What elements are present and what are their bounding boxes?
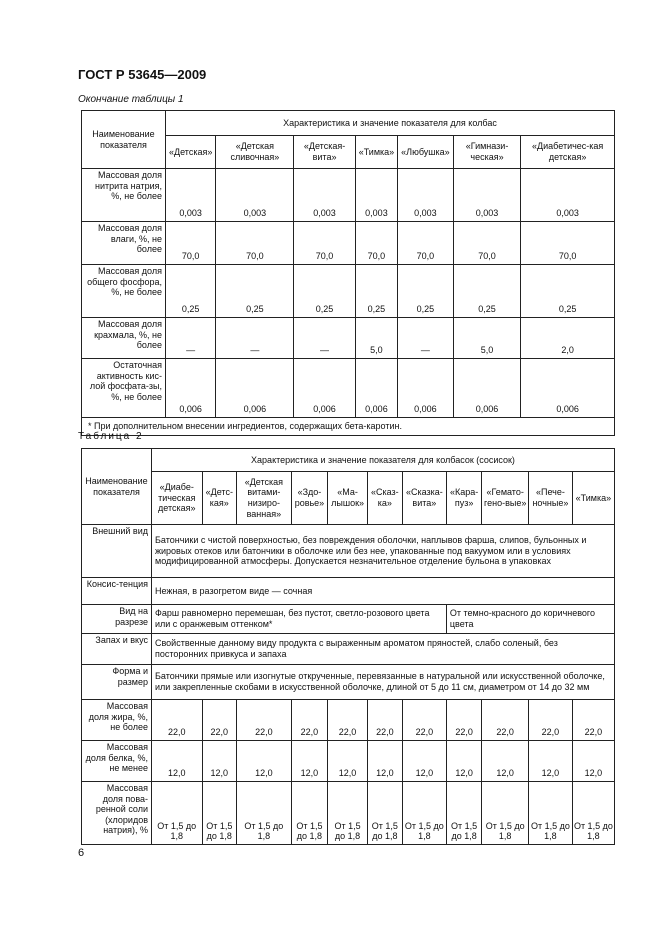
row-name: Массовая доля общего фосфора, %, не более [82, 265, 166, 318]
cell-value: От 1,5 до 1,8 [291, 782, 328, 845]
cell-value: 0,003 [355, 169, 397, 222]
column-header: «Детская сливочная» [216, 136, 294, 169]
table-row [82, 222, 615, 265]
cell-value: 12,0 [291, 741, 328, 782]
cell-value: — [294, 318, 355, 359]
cell-value: 70,0 [398, 222, 454, 265]
page-number: 6 [78, 847, 85, 859]
cell-value: 22,0 [482, 700, 529, 741]
table-row [82, 359, 615, 418]
cell-value: От 1,5 до 1,8 [152, 782, 203, 845]
table-row [82, 782, 615, 845]
cell-value: 22,0 [572, 700, 614, 741]
cell-value: 12,0 [482, 741, 529, 782]
cell-text: Свойственные данному виду продукта с выраженным ароматом пряностей, слабо соленый, без посторонних привкуса и запаха [152, 634, 615, 665]
cell-text: Фарш равномерно перемешан, без пустот, светло-розового цвета или с оранжевым оттенком* [152, 605, 447, 634]
column-header: «Кара-пуз» [446, 472, 481, 525]
cell-value: 70,0 [355, 222, 397, 265]
name-column-header: Наименование показателя [82, 111, 166, 169]
cell-value: 5,0 [453, 318, 521, 359]
cell-value: 70,0 [216, 222, 294, 265]
table-header-row [82, 472, 615, 525]
table-row [82, 265, 615, 318]
row-name: Форма и размер [82, 665, 152, 700]
cell-value: 0,003 [216, 169, 294, 222]
cell-value: 0,006 [453, 359, 521, 418]
cell-value: 0,006 [398, 359, 454, 418]
row-name: Внешний вид [82, 525, 152, 578]
cell-value: 5,0 [355, 318, 397, 359]
cell-value: От 1,5 до 1,8 [328, 782, 368, 845]
cell-value: 12,0 [446, 741, 481, 782]
row-name: Консис-тенция [82, 578, 152, 605]
cell-value: 22,0 [202, 700, 237, 741]
cell-value: 0,25 [166, 265, 216, 318]
cell-value: 12,0 [529, 741, 573, 782]
cell-value: 70,0 [166, 222, 216, 265]
cell-value: 70,0 [521, 222, 615, 265]
footnote: * При дополнительном внесении ингредиентов, содержащих бета-каротин. [82, 418, 615, 436]
column-header: «Детская-вита» [294, 136, 355, 169]
cell-value: 0,25 [398, 265, 454, 318]
cell-value: 22,0 [446, 700, 481, 741]
table-1 [81, 110, 615, 436]
cell-value: — [216, 318, 294, 359]
cell-value: 22,0 [529, 700, 573, 741]
cell-text: Нежная, в разогретом виде — сочная [152, 578, 615, 605]
cell-value: 0,25 [453, 265, 521, 318]
table-2 [81, 448, 615, 845]
column-header: «Тимка» [355, 136, 397, 169]
cell-text: Батончики прямые или изогнутые открученные, перевязанные в натуральной или искусственной оболочке, или закрепленные скобами в искусственной оболочке, длиной от 5 до 11 см, диаметром от 14 до 32 мм [152, 665, 615, 700]
table-header-row [82, 449, 615, 472]
row-name: Массовая доля влаги, %, не более [82, 222, 166, 265]
cell-value: 22,0 [237, 700, 292, 741]
column-header: «Гемато-гено-вые» [482, 472, 529, 525]
row-name: Массовая доля нитрита натрия, %, не более [82, 169, 166, 222]
cell-value: 22,0 [367, 700, 402, 741]
table-row [82, 318, 615, 359]
table-row [82, 605, 615, 634]
row-name: Массовая доля белка, %, не менее [82, 741, 152, 782]
column-header: «Пече-ночные» [529, 472, 573, 525]
cell-value: 70,0 [453, 222, 521, 265]
column-header: «Любушка» [398, 136, 454, 169]
cell-value: — [398, 318, 454, 359]
table-row [82, 634, 615, 665]
group-header: Характеристика и значение показателя для колбасок (сосисок) [152, 449, 615, 472]
cell-value: 22,0 [402, 700, 446, 741]
cell-value: От 1,5 до 1,8 [529, 782, 573, 845]
cell-value: 22,0 [291, 700, 328, 741]
cell-value: 12,0 [328, 741, 368, 782]
row-name: Массовая доля крахмала, %, не более [82, 318, 166, 359]
footnote-row [82, 418, 615, 436]
cell-value: От 1,5 до 1,8 [237, 782, 292, 845]
name-column-header: Наименование показателя [82, 449, 152, 525]
cell-value: 12,0 [402, 741, 446, 782]
cell-value: От 1,5 до 1,8 [482, 782, 529, 845]
column-header: «Детская витами-низиро-ванная» [237, 472, 292, 525]
cell-value: 0,003 [521, 169, 615, 222]
cell-value: 0,006 [216, 359, 294, 418]
table-row [82, 741, 615, 782]
cell-value: 22,0 [328, 700, 368, 741]
cell-value: 70,0 [294, 222, 355, 265]
table-row [82, 578, 615, 605]
column-header: «Диабе-тическая детская» [152, 472, 203, 525]
cell-value: 12,0 [237, 741, 292, 782]
cell-value: От 1,5 до 1,8 [367, 782, 402, 845]
table-row [82, 525, 615, 578]
cell-value: 0,006 [521, 359, 615, 418]
cell-value: 0,25 [355, 265, 397, 318]
cell-value: 0,25 [216, 265, 294, 318]
column-header: «Диабетичес-кая детская» [521, 136, 615, 169]
cell-value: 0,006 [294, 359, 355, 418]
cell-value: От 1,5 до 1,8 [446, 782, 481, 845]
column-header: «Здо-ровье» [291, 472, 328, 525]
cell-value: 0,003 [166, 169, 216, 222]
cell-value: От 1,5 до 1,8 [402, 782, 446, 845]
table-row [82, 665, 615, 700]
column-header: «Гимнази-ческая» [453, 136, 521, 169]
column-header: «Детс-кая» [202, 472, 237, 525]
row-name: Запах и вкус [82, 634, 152, 665]
table-header-row [82, 111, 615, 136]
cell-value: 2,0 [521, 318, 615, 359]
cell-value: 22,0 [152, 700, 203, 741]
row-name: Вид на разрезе [82, 605, 152, 634]
row-name: Массовая доля жира, %, не более [82, 700, 152, 741]
cell-value: 12,0 [572, 741, 614, 782]
column-header: «Тимка» [572, 472, 614, 525]
column-header: «Сказка-вита» [402, 472, 446, 525]
cell-value: 0,003 [398, 169, 454, 222]
cell-text: От темно-красного до коричневого цвета [446, 605, 614, 634]
cell-value: 0,003 [294, 169, 355, 222]
cell-text: Батончики с чистой поверхностью, без повреждения оболочки, наплывов фарша, слипов, бульонных и жировых отеков или батончики в оболочке или без нее, упакованные под вакуумом или в условиях модифицированной атмосферы. Допускается незначительное отделение бульона в упаковках [152, 525, 615, 578]
table1-caption: Окончание таблицы 1 [78, 94, 184, 105]
column-header: «Детская» [166, 136, 216, 169]
cell-value: — [166, 318, 216, 359]
table2-caption: Таблица 2 [78, 431, 144, 442]
cell-value: 12,0 [202, 741, 237, 782]
group-header: Характеристика и значение показателя для колбас [166, 111, 615, 136]
cell-value: 0,25 [521, 265, 615, 318]
cell-value: От 1,5 до 1,8 [202, 782, 237, 845]
cell-value: 0,006 [166, 359, 216, 418]
cell-value: 0,25 [294, 265, 355, 318]
table-row [82, 700, 615, 741]
document-header: ГОСТ Р 53645—2009 [78, 67, 207, 82]
cell-value: 12,0 [367, 741, 402, 782]
column-header: «Сказ-ка» [367, 472, 402, 525]
cell-value: От 1,5 до 1,8 [572, 782, 614, 845]
cell-value: 12,0 [152, 741, 203, 782]
cell-value: 0,003 [453, 169, 521, 222]
column-header: «Ма-лышок» [328, 472, 368, 525]
row-name: Остаточная активность кис-лой фосфата-зы, %, не более [82, 359, 166, 418]
cell-value: 0,006 [355, 359, 397, 418]
table-row [82, 169, 615, 222]
row-name: Массовая доля пова-ренной соли (хлоридов натрия), % [82, 782, 152, 845]
